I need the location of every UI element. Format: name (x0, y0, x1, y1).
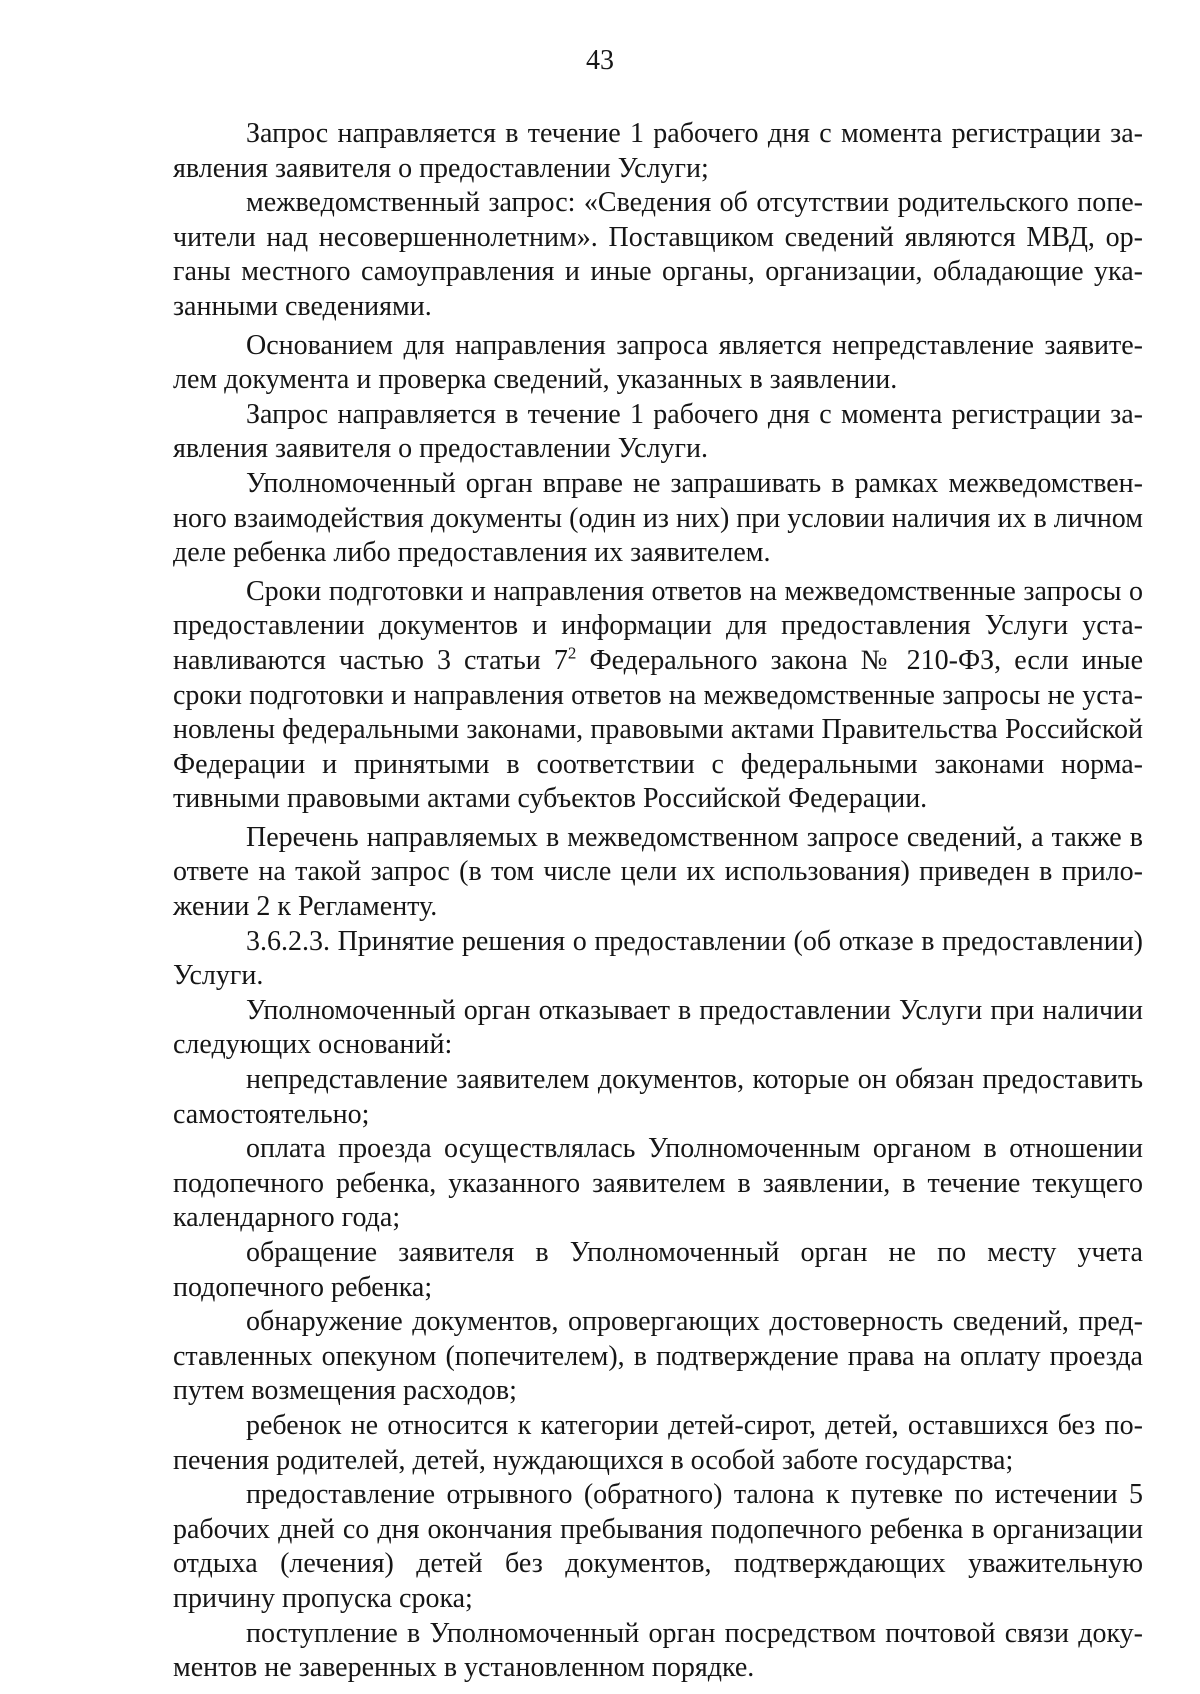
refusal-ground-item: непредставление заявителем документов, которые он обязан предоставить самостоятельно; (173, 1064, 1143, 1130)
refusal-ground-item: обнаружение документов, опровергающих достоверность сведений, представленных опекуном (попечителем), в подтверждение права на оплату проезда путем возмещения расходов; (173, 1306, 1143, 1407)
section-heading-decision: 3.6.2.3. Принятие решения о предоставлении (об отказе в предоставлении) Услуги. (173, 925, 1143, 992)
refusal-ground-item: предоставление отрывного (обратного) талона к путевке по истечении 5 рабочих дней со дня окончания пребывания подопечного ребенка в организации отдыха (лечения) детей без документов, подтверждающих уважительную причину пропуска срока; (173, 1479, 1143, 1614)
paragraph-refusal-grounds: Уполномоченный орган отказывает в предоставлении Услуги при наличии следующих оснований: (173, 994, 1143, 1061)
refusal-ground-item: поступление в Уполномоченный орган посредством почтовой связи документов не заверенных в установленном порядке. (173, 1617, 1143, 1684)
refusal-ground-item: обращение заявителя в Уполномоченный орган не по месту учета подопечного ребенка; (173, 1237, 1143, 1303)
page-number: 43 (586, 45, 614, 76)
paragraph-request-deadline-1: Запрос направляется в течение 1 рабочего дня с момента регистрации заявления заявителя о предоставлении Услуги; (173, 118, 1143, 184)
paragraph-authority-right: Уполномоченный орган вправе не запрашивать в рамках межведомственного взаимодействия документы (один из них) при условии наличия их в личном деле ребенка либо предоставления их заявителем. (173, 467, 1143, 569)
response-terms-text-1: Сроки подготовки и направления ответов на межведомственные запросы о предоставлении документов и информации для предоставления Услуги устанавливаются частью 3 статьи 7 (173, 575, 1143, 676)
document-body (173, 117, 1143, 1686)
refusal-ground-item: оплата проезда осуществлялась Уполномоченным органом в отношении подопечного ребенка, указанного заявителем в заявлении, в течение текущего календарного года; (173, 1133, 1143, 1234)
refusal-ground-item: ребенок не относится к категории детей-сирот, детей, оставшихся без попечения родителей, детей, нуждающихся в особой заботе государства; (173, 1409, 1143, 1476)
paragraph-request-basis: Основанием для направления запроса является непредставление заявителем документа и проверка сведений, указанных в заявлении. (173, 329, 1143, 396)
paragraph-request-deadline-2: Запрос направляется в течение 1 рабочего дня с момента регистрации заявления заявителя о предоставлении Услуги. (173, 398, 1143, 465)
paragraph-information-list: Перечень направляемых в межведомственном запросе сведений, а также в ответе на такой запрос (в том числе цели их использования) приведен в приложении 2 к Регламенту. (173, 821, 1143, 923)
article-superscript: 2 (567, 643, 577, 663)
paragraph-interagency-request: межведомственный запрос: «Сведения об отсутствии родительского попечители над несовершеннолетним». Поставщиком сведений являются МВД, органы местного самоуправления и иные органы, организации, обладающие указанными сведениями. (173, 187, 1143, 322)
response-terms-text-2: Федерального закона № 210-ФЗ, если иные сроки подготовки и направления ответов на межведомственные запросы не установлены федеральными законами, правовыми актами Правительства Российской Федерации и принятыми в соответствии с федеральными законами нормативными правовыми актами субъектов Российской Федерации. (173, 644, 1144, 815)
paragraph-response-terms (173, 575, 1143, 817)
